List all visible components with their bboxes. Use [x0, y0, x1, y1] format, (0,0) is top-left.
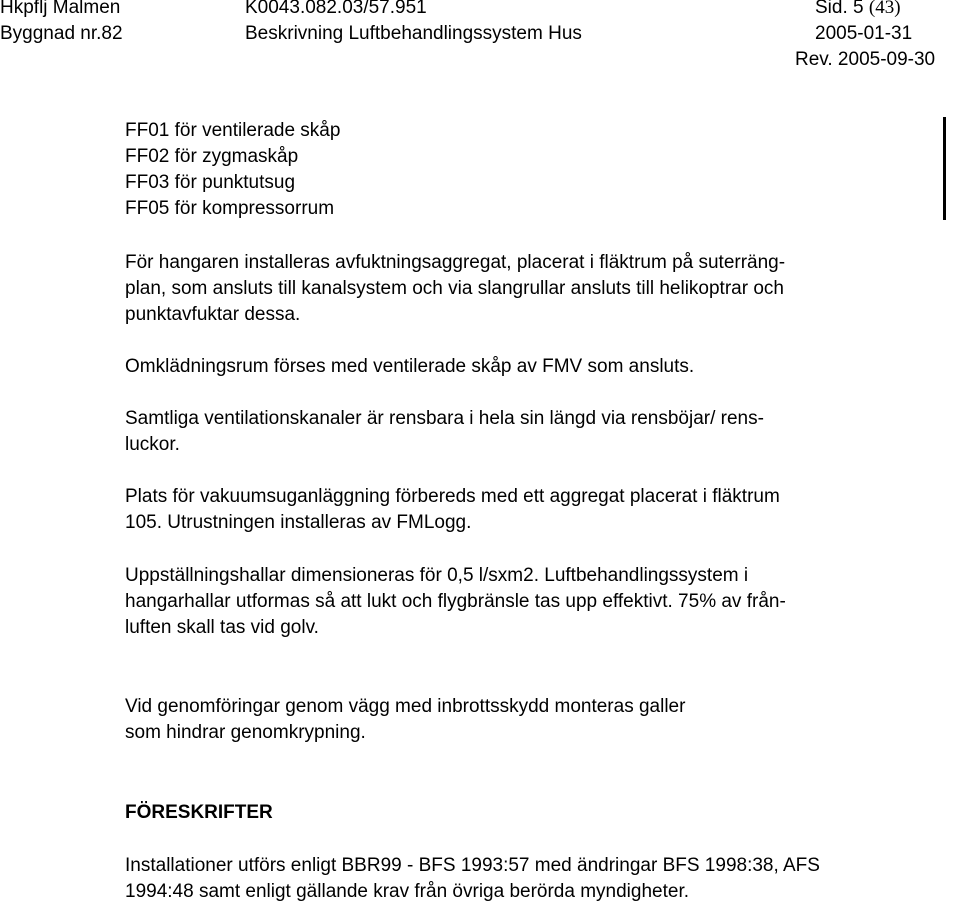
- page-total: (43): [868, 0, 901, 18]
- paragraph-line: luckor.: [125, 434, 180, 455]
- paragraph-line: plan, som ansluts till kanalsystem och via slangrullar ansluts till helikoptrar och: [125, 278, 784, 299]
- paragraph-line: Samtliga ventilationskanaler är rensbara i hela sin längd via rensböjar/ rens-: [125, 408, 764, 429]
- paragraph-line: För hangaren installeras avfuktningsaggregat, placerat i fläktrum på suterräng-: [125, 252, 786, 273]
- header-building: Byggnad nr.82: [0, 23, 123, 44]
- paragraph-line: som hindrar genomkrypning.: [125, 722, 366, 743]
- paragraph-line: Plats för vakuumsuganläggning förbereds med ett aggregat placerat i fläktrum: [125, 486, 780, 507]
- paragraph-line: Uppställningshallar dimensioneras för 0,5 l/sxm2. Luftbehandlingssystem i: [125, 565, 749, 586]
- paragraph-line: punktavfuktar dessa.: [125, 304, 301, 325]
- header-doc-title: Beskrivning Luftbehandlingssystem Hus: [245, 23, 582, 44]
- section-heading: FÖRESKRIFTER: [125, 802, 273, 823]
- header-revision: Rev. 2005-09-30: [795, 49, 936, 70]
- header-date: 2005-01-31: [815, 23, 913, 44]
- page-label: Sid. 5: [815, 0, 869, 18]
- paragraph-line: Vid genomföringar genom vägg med inbrottsskydd monteras galler: [125, 696, 686, 717]
- list-item: FF02 för zygmaskåp: [125, 146, 299, 167]
- revision-bar: [943, 117, 946, 220]
- header-doc-number: K0043.082.03/57.951: [245, 0, 427, 18]
- paragraph-line: 105. Utrustningen installeras av FMLogg.: [125, 512, 472, 533]
- paragraph-line: 1994:48 samt enligt gällande krav från övriga berörda myndigheter.: [125, 881, 690, 902]
- paragraph-line: Omklädningsrum förses med ventilerade skåp av FMV som ansluts.: [125, 356, 695, 377]
- paragraph-line: hangarhallar utformas så att lukt och flygbränsle tas upp effektivt. 75% av från-: [125, 591, 786, 612]
- list-item: FF03 för punktutsug: [125, 172, 296, 193]
- paragraph-line: luften skall tas vid golv.: [125, 617, 319, 638]
- header-page-number: [815, 0, 901, 19]
- header-doc-owner: Hkpflj Malmen: [0, 0, 121, 18]
- paragraph-line: Installationer utförs enligt BBR99 - BFS 1993:57 med ändringar BFS 1998:38, AFS: [125, 855, 820, 876]
- list-item: FF01 för ventilerade skåp: [125, 120, 341, 141]
- list-item: FF05 för kompressorrum: [125, 198, 335, 219]
